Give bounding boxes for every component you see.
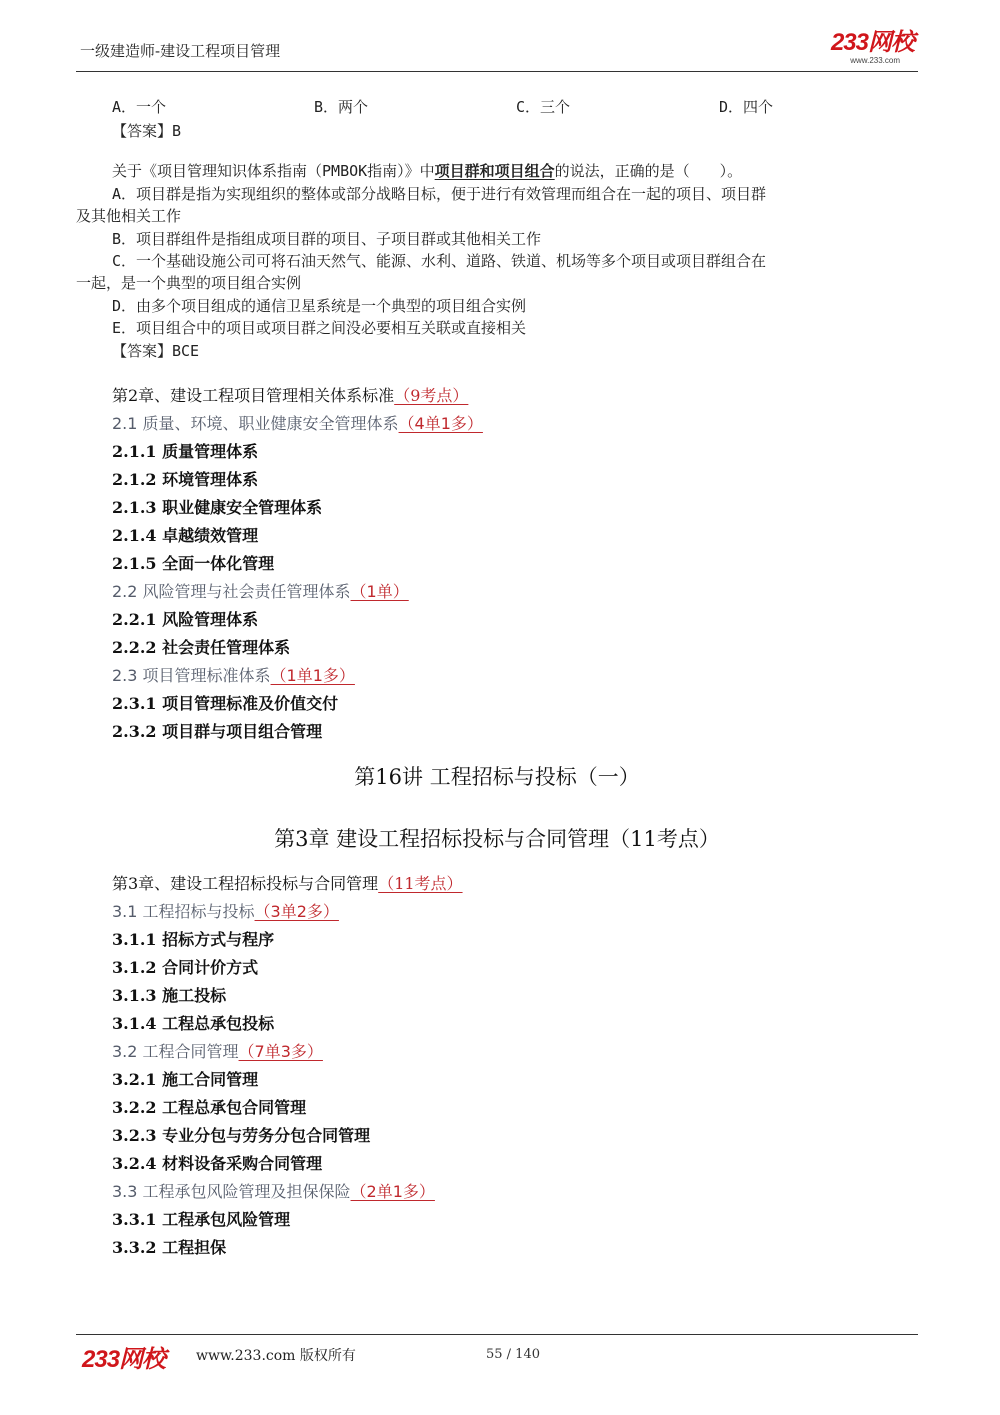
section-2-3-text: 2.3 项目管理标准体系 bbox=[112, 666, 271, 685]
section-3-1-2: 3.1.2 合同计价方式 bbox=[112, 958, 259, 977]
header-title: 一级建造师-建设工程项目管理 bbox=[80, 42, 281, 60]
question2-option-b: B．项目群组件是指组成项目群的项目、子项目群或其他相关工作 bbox=[112, 230, 542, 248]
question2-answer: 【答案】BCE bbox=[112, 342, 200, 360]
section-3-1-4: 3.1.4 工程总承包投标 bbox=[112, 1014, 275, 1033]
section-2-2-text: 2.2 风险管理与社会责任管理体系 bbox=[112, 582, 351, 601]
section-3-3-1: 3.3.1 工程承包风险管理 bbox=[112, 1210, 291, 1229]
section-3-3-text: 3.3 工程承包风险管理及担保保险 bbox=[112, 1182, 351, 1201]
section-3-1-1: 3.1.1 招标方式与程序 bbox=[112, 930, 275, 949]
lecture-title: 第16讲 工程招标与投标（一） bbox=[354, 765, 640, 789]
chapter3-heading-text: 第3章、建设工程招标投标与合同管理 bbox=[112, 874, 379, 893]
section-2-3-2: 2.3.2 项目群与项目组合管理 bbox=[112, 722, 323, 741]
question2-option-a-line2: 及其他相关工作 bbox=[76, 207, 182, 225]
section-3-1-3: 3.1.3 施工投标 bbox=[112, 986, 227, 1005]
chapter3-title: 第3章 建设工程招标投标与合同管理（11考点） bbox=[274, 827, 720, 851]
question2-stem bbox=[112, 160, 742, 181]
section-2-1-4: 2.1.4 卓越绩效管理 bbox=[112, 526, 259, 545]
page-footer bbox=[76, 1334, 918, 1374]
section-3-2-4: 3.2.4 材料设备采购合同管理 bbox=[112, 1154, 323, 1173]
question2-option-c-line2: 一起，是一个典型的项目组合实例 bbox=[76, 274, 302, 292]
section-3-2-2: 3.2.2 工程总承包合同管理 bbox=[112, 1098, 307, 1117]
question1-options bbox=[112, 96, 832, 118]
question2-option-a-line1: A．项目群是指为实现组织的整体或部分战略目标，便于进行有效管理而组合在一起的项目、项目群 bbox=[112, 185, 767, 203]
question2-option-c-line1: C．一个基础设施公司可将石油天然气、能源、水利、道路、铁道、机场等多个项目或项目群组合在 bbox=[112, 252, 767, 270]
stem-emphasis: 项目群和项目组合 bbox=[434, 162, 555, 180]
section-2-3 bbox=[112, 663, 355, 686]
logo-url: www.233.com bbox=[850, 56, 900, 65]
option-a: A．一个 bbox=[112, 98, 167, 116]
section-2-1 bbox=[112, 411, 483, 434]
question2-option-d: D．由多个项目组成的通信卫星系统是一个典型的项目组合实例 bbox=[112, 297, 527, 315]
section-2-2-2: 2.2.2 社会责任管理体系 bbox=[112, 638, 291, 657]
section-3-2-text: 3.2 工程合同管理 bbox=[112, 1042, 239, 1061]
section-2-2-note: （1单） bbox=[350, 582, 409, 601]
stem-prefix: 关于《项目管理知识体系指南（PMBOK指南）》中 bbox=[112, 162, 435, 180]
section-3-1-note: （3单2多） bbox=[254, 902, 339, 921]
section-2-3-1: 2.3.1 项目管理标准及价值交付 bbox=[112, 694, 339, 713]
section-3-1 bbox=[112, 899, 339, 922]
section-3-2 bbox=[112, 1039, 323, 1062]
section-2-1-1: 2.1.1 质量管理体系 bbox=[112, 442, 259, 461]
section-3-2-1: 3.2.1 施工合同管理 bbox=[112, 1070, 259, 1089]
brand-logo bbox=[831, 30, 914, 65]
footer-copyright: www.233.com 版权所有 bbox=[196, 1348, 356, 1364]
chapter2-heading-text: 第2章、建设工程项目管理相关体系标准 bbox=[112, 386, 395, 405]
section-3-2-3: 3.2.3 专业分包与劳务分包合同管理 bbox=[112, 1126, 371, 1145]
page-header bbox=[76, 30, 918, 72]
page-number: 55 / 140 bbox=[486, 1347, 540, 1362]
section-2-1-text: 2.1 质量、环境、职业健康安全管理体系 bbox=[112, 414, 399, 433]
question2-option-e: E．项目组合中的项目或项目群之间没必要相互关联或直接相关 bbox=[112, 319, 527, 337]
section-2-1-note: （4单1多） bbox=[398, 414, 483, 433]
chapter2-heading bbox=[112, 383, 468, 406]
section-3-3-note: （2单1多） bbox=[350, 1182, 435, 1201]
section-2-1-2: 2.1.2 环境管理体系 bbox=[112, 470, 259, 489]
question1-answer: 【答案】B bbox=[112, 122, 182, 140]
section-2-3-note: （1单1多） bbox=[270, 666, 355, 685]
section-2-2-1: 2.2.1 风险管理体系 bbox=[112, 610, 259, 629]
option-b: B．两个 bbox=[314, 98, 369, 116]
section-2-2 bbox=[112, 579, 409, 602]
chapter2-heading-note: （9考点） bbox=[394, 386, 469, 405]
option-c: C．三个 bbox=[516, 98, 571, 116]
section-3-3 bbox=[112, 1179, 435, 1202]
section-3-2-note: （7单3多） bbox=[238, 1042, 323, 1061]
logo-text: 233网校 bbox=[830, 29, 914, 56]
section-3-3-2: 3.3.2 工程担保 bbox=[112, 1238, 227, 1257]
section-3-1-text: 3.1 工程招标与投标 bbox=[112, 902, 255, 921]
stem-suffix: 的说法，正确的是（ ）。 bbox=[554, 162, 743, 180]
option-d: D．四个 bbox=[719, 98, 774, 116]
footer-logo: 233网校 bbox=[82, 1346, 166, 1373]
chapter3-heading bbox=[112, 871, 463, 894]
section-2-1-3: 2.1.3 职业健康安全管理体系 bbox=[112, 498, 323, 517]
section-2-1-5: 2.1.5 全面一体化管理 bbox=[112, 554, 275, 573]
chapter3-heading-note: （11考点） bbox=[378, 874, 463, 893]
